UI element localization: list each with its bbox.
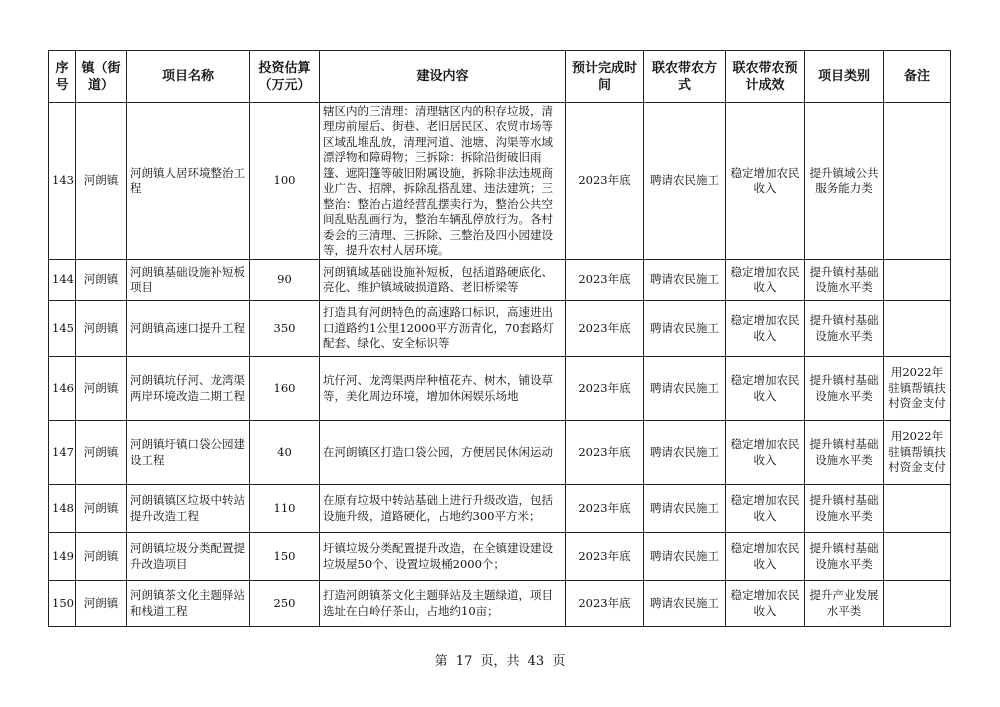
cell-category: 提升镇村基础设施水平类: [805, 533, 884, 581]
cell-no: 148: [49, 485, 76, 533]
cell-no: 144: [49, 260, 76, 301]
table-row: [49, 581, 951, 627]
cell-content: 打造具有河朗特色的高速路口标识，高速进出口道路约1公里12000平方沥青化，70套路灯配套、绿化、安全标识等: [320, 301, 566, 357]
project-table: [48, 50, 951, 627]
cell-completion: 2023年底: [566, 301, 644, 357]
cell-budget: 90: [250, 260, 320, 301]
header-category: 项目类别: [805, 51, 884, 103]
cell-budget: 40: [250, 421, 320, 485]
footer-page-number: 17: [455, 654, 473, 669]
cell-name: 河朗镇高速口提升工程: [127, 301, 250, 357]
cell-effect: 稳定增加农民收入: [726, 103, 805, 260]
cell-method: 聘请农民施工: [644, 301, 726, 357]
cell-completion: 2023年底: [566, 485, 644, 533]
cell-content: 坑仔河、龙湾渠两岸种植花卉、树木，铺设草等，美化周边环境，增加休闲娱乐场地: [320, 357, 566, 421]
cell-category: 提升镇村基础设施水平类: [805, 421, 884, 485]
table-row: [49, 485, 951, 533]
cell-effect: 稳定增加农民收入: [726, 260, 805, 301]
cell-remarks: [884, 260, 951, 301]
header-method: 联农带农方式: [644, 51, 726, 103]
cell-name: 河朗镇镇区垃圾中转站提升改造工程: [127, 485, 250, 533]
table-row: [49, 301, 951, 357]
cell-town: 河朗镇: [76, 301, 127, 357]
cell-method: 聘请农民施工: [644, 485, 726, 533]
table-row: [49, 533, 951, 581]
cell-town: 河朗镇: [76, 103, 127, 260]
cell-completion: 2023年底: [566, 103, 644, 260]
cell-no: 146: [49, 357, 76, 421]
cell-name: 河朗镇茶文化主题驿站和栈道工程: [127, 581, 250, 627]
page-footer: [0, 650, 1000, 669]
cell-effect: 稳定增加农民收入: [726, 533, 805, 581]
header-effect: 联农带农预计成效: [726, 51, 805, 103]
cell-remarks: [884, 485, 951, 533]
cell-no: 147: [49, 421, 76, 485]
cell-effect: 稳定增加农民收入: [726, 485, 805, 533]
cell-town: 河朗镇: [76, 581, 127, 627]
cell-content: 河朗镇域基础设施补短板，包括道路硬底化、亮化、维护镇域破损道路、老旧桥梁等: [320, 260, 566, 301]
cell-name: 河朗镇垃圾分类配置提升改造项目: [127, 533, 250, 581]
cell-town: 河朗镇: [76, 485, 127, 533]
cell-no: 150: [49, 581, 76, 627]
table-row: [49, 103, 951, 260]
cell-effect: 稳定增加农民收入: [726, 301, 805, 357]
cell-remarks: 用2022年驻镇帮镇扶村资金支付: [884, 357, 951, 421]
footer-suffix: 页: [552, 654, 566, 669]
header-no: 序号: [49, 51, 76, 103]
cell-category: 提升镇村基础设施水平类: [805, 357, 884, 421]
cell-method: 聘请农民施工: [644, 103, 726, 260]
header-name: 项目名称: [127, 51, 250, 103]
cell-budget: 350: [250, 301, 320, 357]
header-content: 建设内容: [320, 51, 566, 103]
cell-method: 聘请农民施工: [644, 357, 726, 421]
cell-method: 聘请农民施工: [644, 260, 726, 301]
cell-budget: 100: [250, 103, 320, 260]
cell-completion: 2023年底: [566, 357, 644, 421]
cell-budget: 160: [250, 357, 320, 421]
cell-content: 辖区内的三清理：清理辖区内的积存垃圾，清理房前屋后、街巷、老旧居民区、农贸市场等区域乱堆乱放，清理河道、池塘、沟渠等水域漂浮物和障碍物；三拆除：拆除沿街破旧雨篷、遮阳篷等破旧附属设施，拆除非法违规商业广告、招牌，拆除乱搭乱建、违法建筑；三整治：整治占道经营乱摆卖行为，整治公共空间乱贴乱画行为，整治车辆乱停放行为。各村委会的三清理、三拆除、三整治及四小园建设等，提升农村人居环境。: [320, 103, 566, 260]
cell-method: 聘请农民施工: [644, 421, 726, 485]
cell-content: 在河朗镇区打造口袋公园，方便居民休闲运动: [320, 421, 566, 485]
cell-no: 143: [49, 103, 76, 260]
cell-category: 提升产业发展水平类: [805, 581, 884, 627]
cell-content: 打造河朗镇茶文化主题驿站及主题绿道，项目选址在白岭仔茶山，占地约10亩；: [320, 581, 566, 627]
cell-budget: 110: [250, 485, 320, 533]
footer-prefix: 第: [434, 654, 448, 669]
cell-town: 河朗镇: [76, 533, 127, 581]
cell-budget: 150: [250, 533, 320, 581]
cell-completion: 2023年底: [566, 581, 644, 627]
cell-effect: 稳定增加农民收入: [726, 581, 805, 627]
cell-town: 河朗镇: [76, 357, 127, 421]
header-remarks: 备注: [884, 51, 951, 103]
cell-completion: 2023年底: [566, 533, 644, 581]
table-row: [49, 260, 951, 301]
cell-budget: 250: [250, 581, 320, 627]
cell-content: 圩镇垃圾分类配置提升改造，在全镇建设建设垃圾屋50个、设置垃圾桶2000个；: [320, 533, 566, 581]
cell-completion: 2023年底: [566, 421, 644, 485]
header-town: 镇（街道）: [76, 51, 127, 103]
header-completion: 预计完成时间: [566, 51, 644, 103]
cell-category: 提升镇村基础设施水平类: [805, 260, 884, 301]
cell-remarks: 用2022年驻镇帮镇扶村资金支付: [884, 421, 951, 485]
footer-middle: 页，共: [480, 654, 520, 669]
cell-town: 河朗镇: [76, 260, 127, 301]
cell-remarks: [884, 103, 951, 260]
header-row: [49, 51, 951, 103]
cell-no: 149: [49, 533, 76, 581]
cell-remarks: [884, 533, 951, 581]
cell-remarks: [884, 301, 951, 357]
cell-name: 河朗镇坑仔河、龙湾渠两岸环境改造二期工程: [127, 357, 250, 421]
cell-remarks: [884, 581, 951, 627]
cell-no: 145: [49, 301, 76, 357]
cell-name: 河朗镇人居环境整治工程: [127, 103, 250, 260]
cell-town: 河朗镇: [76, 421, 127, 485]
cell-completion: 2023年底: [566, 260, 644, 301]
cell-name: 河朗镇基础设施补短板项目: [127, 260, 250, 301]
cell-method: 聘请农民施工: [644, 533, 726, 581]
header-budget: 投资估算（万元）: [250, 51, 320, 103]
cell-category: 提升镇村基础设施水平类: [805, 301, 884, 357]
table-row: [49, 421, 951, 485]
cell-category: 提升镇村基础设施水平类: [805, 485, 884, 533]
cell-effect: 稳定增加农民收入: [726, 421, 805, 485]
cell-content: 在原有垃圾中转站基础上进行升级改造，包括设施升级，道路硬化，占地约300平方米；: [320, 485, 566, 533]
table-row: [49, 357, 951, 421]
cell-category: 提升镇域公共服务能力类: [805, 103, 884, 260]
cell-name: 河朗镇圩镇口袋公园建设工程: [127, 421, 250, 485]
footer-total-pages: 43: [527, 654, 545, 669]
cell-effect: 稳定增加农民收入: [726, 357, 805, 421]
cell-method: 聘请农民施工: [644, 581, 726, 627]
